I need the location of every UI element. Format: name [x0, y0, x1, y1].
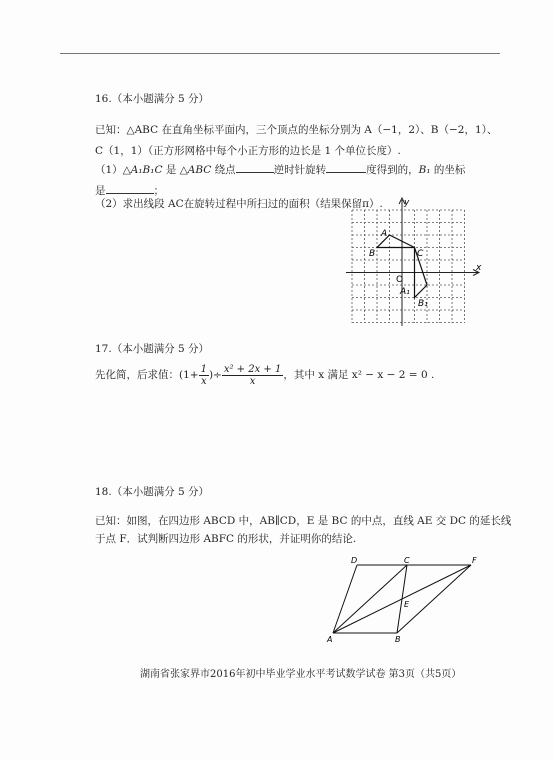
graph-label-O: O [396, 275, 404, 285]
page-footer: 湖南省张家界市2016年初中毕业学业水平考试数学试卷 第3页（共5页） [140, 669, 462, 680]
q16-given-line2: C（1，1）（正方形网格中每个小正方形的边长是 1 个单位长度）. [95, 145, 401, 157]
axes [346, 198, 479, 326]
q16-end: 的坐标 [430, 164, 466, 176]
q17-frac1-den: x [200, 375, 207, 387]
q16-part1-prefix: （1） [95, 164, 123, 176]
q17-frac1-num: 1 [200, 363, 207, 375]
graph-label-C: C [417, 249, 424, 259]
fig-label-B: B [395, 635, 401, 644]
q16-line2-end: ； [153, 185, 164, 197]
graph-label-B: B [369, 249, 376, 259]
q16-line2-label: 是 [95, 185, 106, 197]
fig-label-E: E [404, 600, 410, 609]
quadrilateral-figure [325, 553, 490, 645]
q18-given-line2: 于点 F．试判断四边形 ABFC 的形状，并证明你的结论. [95, 533, 357, 545]
q18-header: 18.（本小题满分 5 分） [95, 486, 210, 498]
q17-frac2-den: x [249, 375, 256, 387]
fig-label-F: F [472, 556, 477, 565]
q16-is: 是 [162, 164, 180, 176]
graph-label-A1: A₁ [400, 287, 410, 297]
q17-lead: 先化简，后求值： [95, 369, 179, 381]
quadrilateral-lines [333, 565, 471, 633]
q18-given-line1: 已知：如图，在四边形 ABCD 中，AB∥CD，E 是 BC 的中点，直线 AE 交 DC 的延长线 [95, 515, 512, 527]
q16-blank-angle[interactable] [326, 161, 366, 173]
q17-close-div: )÷ [208, 369, 222, 381]
q17-expression [95, 360, 434, 390]
q16-mid2: 逆时针旋转 [273, 164, 327, 176]
q17-frac2-num: x² + 2x + 1 [223, 363, 282, 375]
grid-lines [352, 210, 465, 323]
fig-label-C: C [404, 556, 410, 565]
q16-header: 16.（本小题满分 5 分） [95, 93, 210, 105]
coordinate-grid-figure [338, 190, 488, 330]
fig-label-A: A [327, 635, 333, 644]
q16-b1: B₁ [418, 164, 431, 176]
graph-label-A: A [381, 229, 388, 239]
q17-frac1 [199, 364, 209, 387]
q17-frac2 [222, 364, 284, 387]
fig-label-D: D [351, 556, 358, 565]
header-rule [60, 53, 500, 54]
graph-y-label: y [404, 198, 410, 208]
q16-part2: （2）求出线段 AC在旋转过程中所扫过的面积（结果保留π）. [95, 198, 383, 210]
q16-given-line1: 已知：△ABC 在直角坐标平面内，三个顶点的坐标分别为 A（−1，2）、B（−2，1）、 [95, 124, 498, 136]
q17-header: 17.（本小题满分 5 分） [95, 343, 210, 355]
q17-one-plus: (1+ [179, 369, 199, 381]
graph-label-B1: B₁ [418, 299, 428, 309]
q16-blank-coord[interactable] [106, 182, 154, 194]
q16-part1-line2 [95, 182, 164, 198]
q16-tri2: △ABC [179, 164, 212, 176]
q16-mid1: 绕点 [211, 164, 236, 176]
q16-part1 [95, 161, 465, 177]
graph-x-label: x [476, 263, 482, 273]
q16-tri1: △A₁B₁C [122, 164, 163, 176]
q17-condition: ，其中 x 满足 x² − x − 2 = 0 . [283, 369, 435, 381]
q16-blank-center[interactable] [236, 161, 274, 173]
q16-mid3: 度得到的， [366, 164, 419, 176]
